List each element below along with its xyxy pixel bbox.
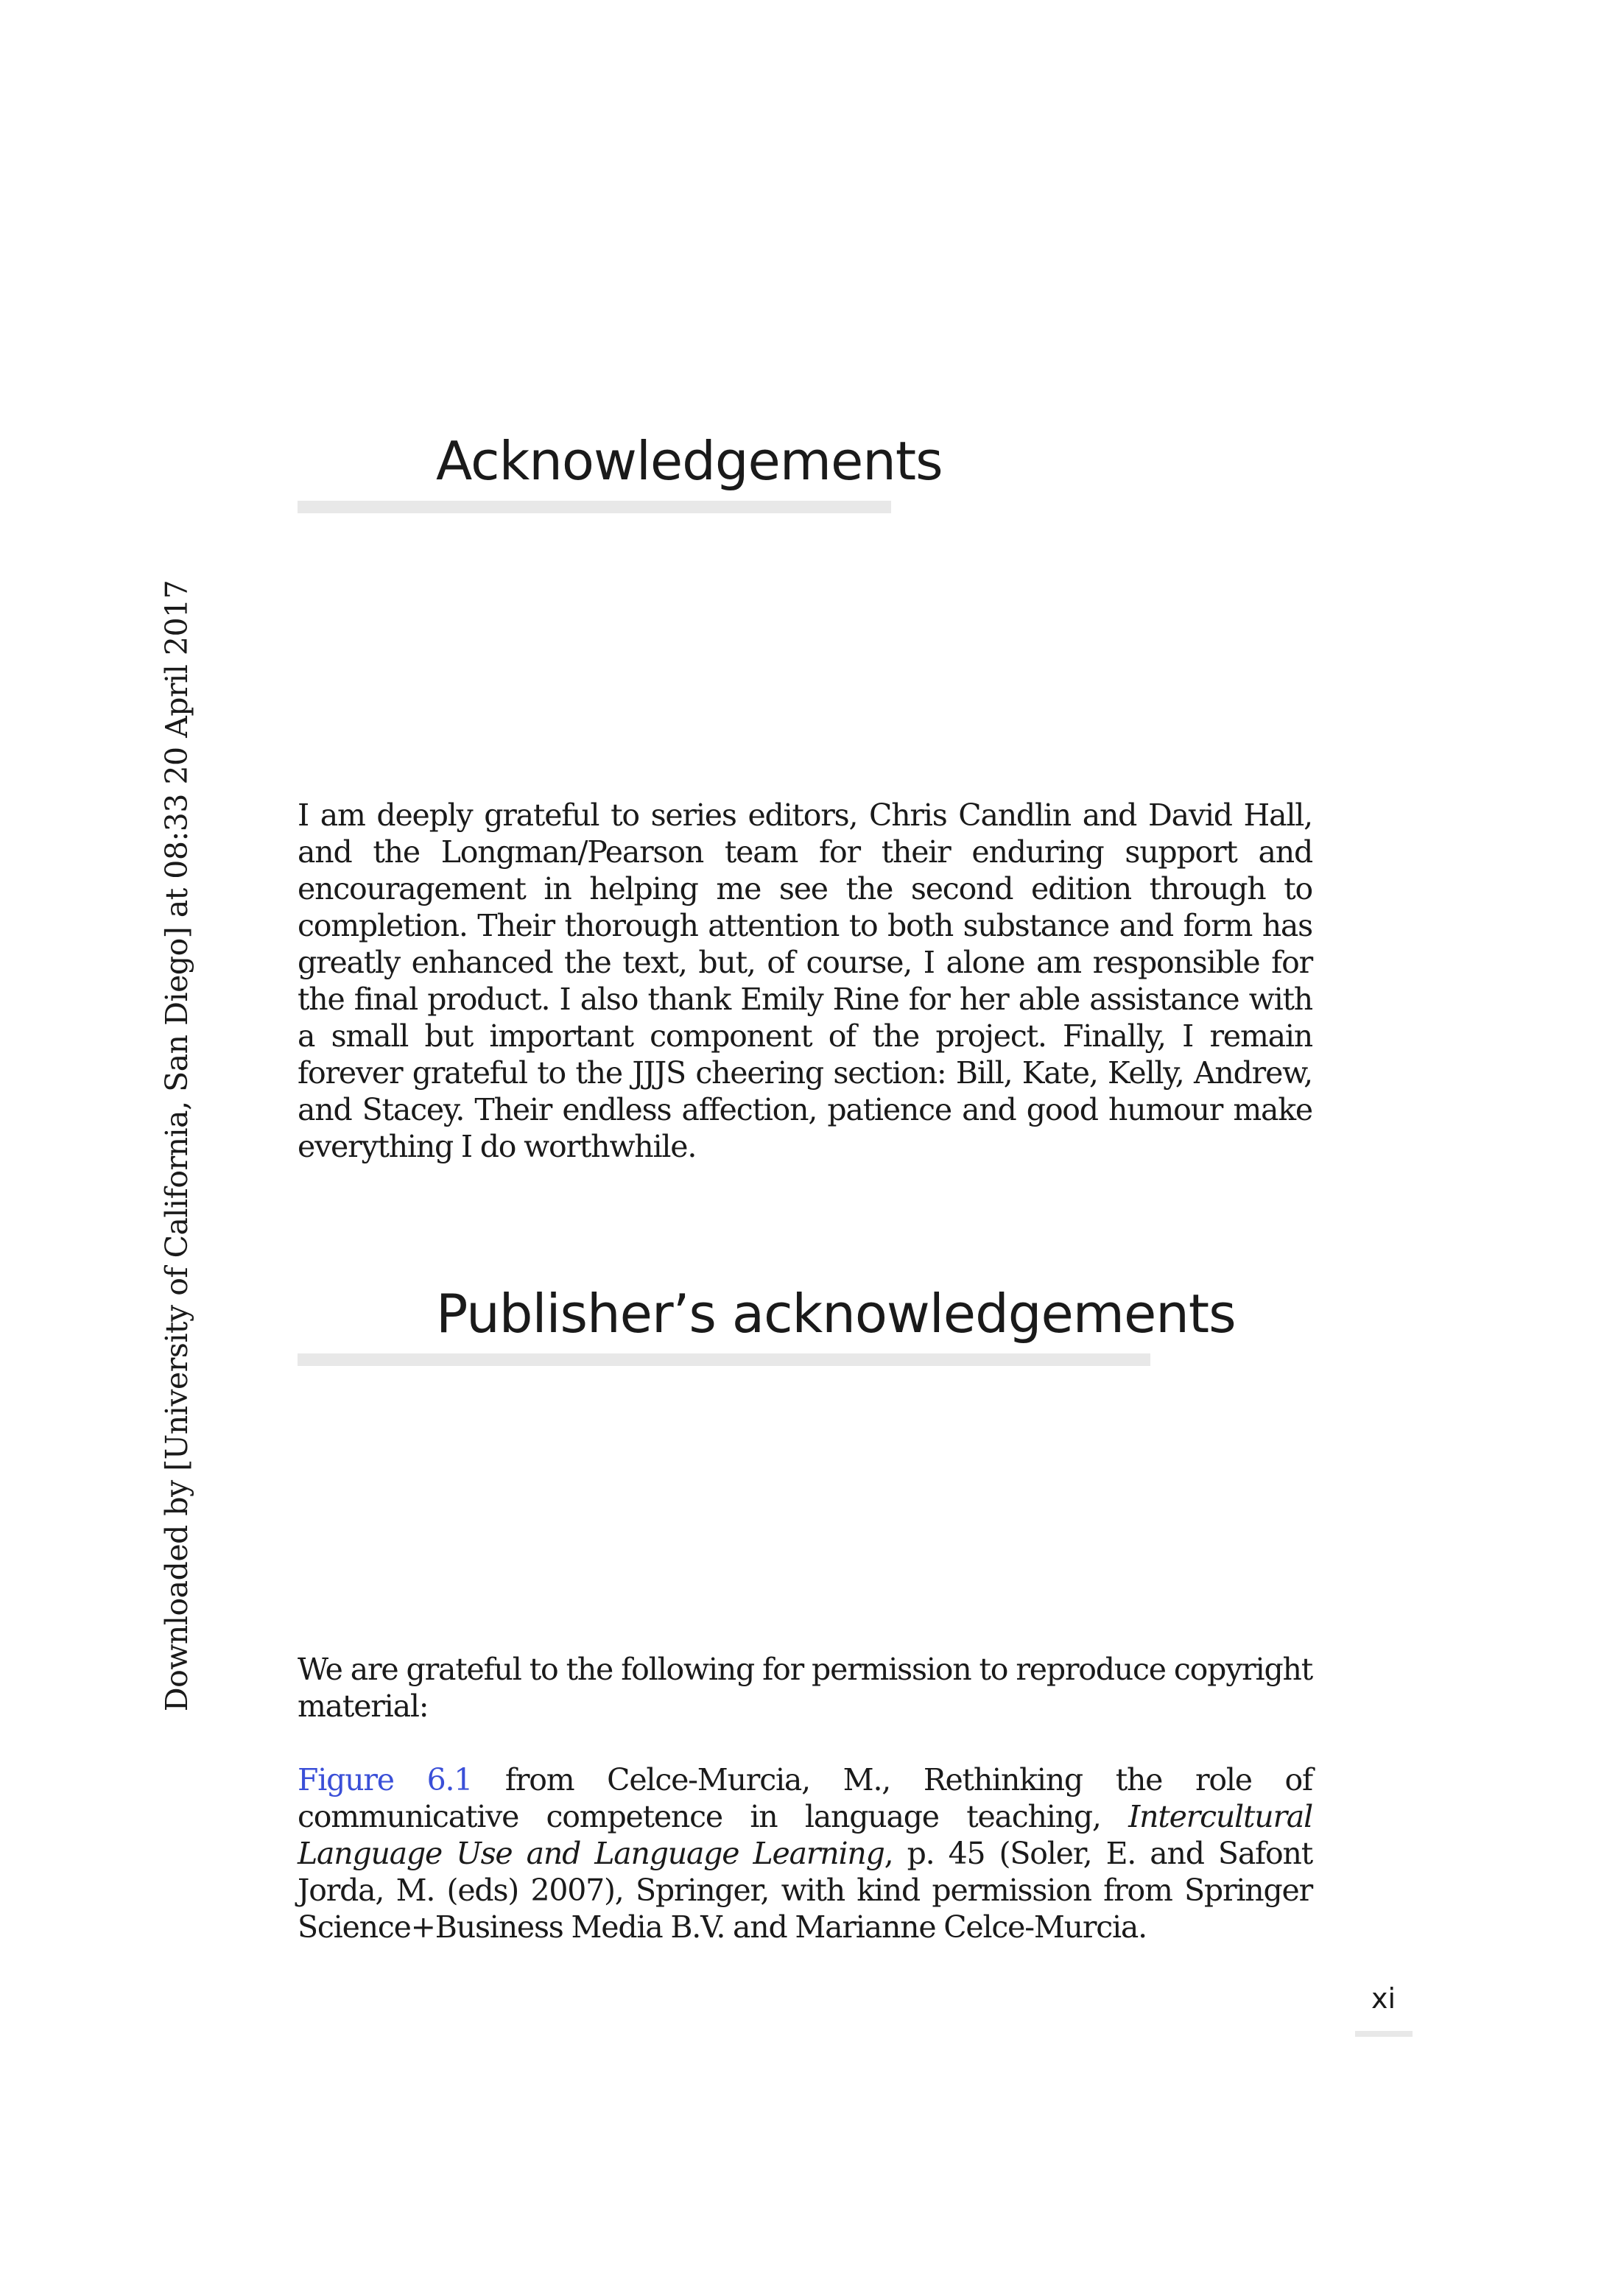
publisher-intro-paragraph: We are grateful to the following for permission to reproduce copyright material:	[298, 1652, 1312, 1724]
download-watermark: Downloaded by [University of California, San Diego] at 08:33 20 April 2017	[159, 580, 194, 1712]
figure-credit-paragraph	[298, 1761, 1312, 1945]
publisher-acknowledgements-title: Publisher’s acknowledgements	[436, 1283, 1236, 1345]
acknowledgements-paragraph: I am deeply grateful to series editors, Chris Candlin and David Hall, and the Longman/Pearson team for their enduring support and encouragement in helping me see the second edition through to completion. Their thorough attention to both substance and form has greatly enhanced the text, but, of course, I alone am responsible for the final product. I also thank Emily Rine for her able assistance with a small but important component of the project. Finally, I remain forever grateful to the JJJS cheering section: Bill, Kate, Kelly, Andrew, and Stacey. Their endless affection, patience and good humour make everything I do worthwhile.	[298, 797, 1312, 1164]
credit-text-b: , p. 45 (Soler, E. and Safont Jorda, M. (eds) 2007), Springer, with kind permission from Springer Science+Business Media B.V. and Marianne Celce-Murcia.	[298, 1836, 1312, 1945]
page-number: xi	[1371, 1982, 1396, 2015]
credit-text-a: from Celce-Murcia, M., Rethinking the role of communicative competence in language teaching,	[298, 1762, 1312, 1834]
credit-book-title: Intercultural Language Use and Language Learning	[298, 1799, 1312, 1871]
acknowledgements-rule	[298, 501, 891, 513]
figure-6-1-link[interactable]: Figure 6.1	[298, 1762, 473, 1797]
publisher-acknowledgements-rule	[298, 1353, 1150, 1366]
page-number-rule	[1355, 2031, 1413, 2037]
acknowledgements-title: Acknowledgements	[436, 430, 943, 492]
